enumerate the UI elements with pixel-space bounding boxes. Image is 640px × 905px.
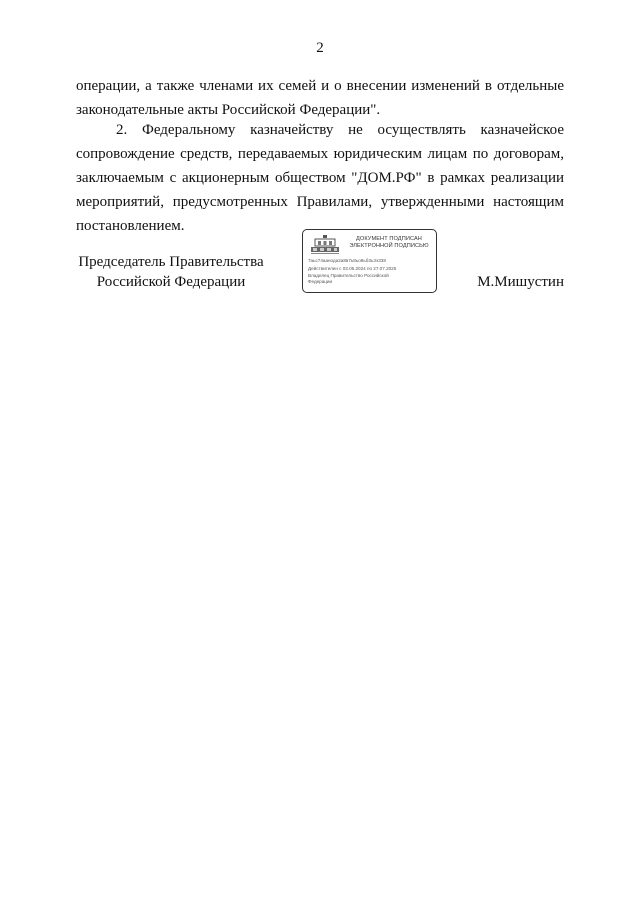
- stamp-header: [343, 236, 435, 250]
- signer-name: М.Мишустин: [477, 274, 564, 290]
- electronic-signature-stamp: [302, 229, 437, 293]
- stamp-owner-line-2: Федерации: [308, 279, 333, 284]
- stamp-certificate-number: 7аьс74аанода2а8в7ь8ьо9ьб3ь3э338: [308, 258, 386, 263]
- signer-title-line-2: Российской Федерации: [96, 274, 246, 290]
- paragraph-continuation: операции, а также членами их семей и о внесении изменений в отдельные законодательные акты Российской Федерации".: [76, 78, 564, 118]
- stamp-validity: Действителен с 03.05.2024 по 27.07.2025: [308, 266, 397, 271]
- paragraph-item-2: 2. Федеральному казначейству не осуществлять казначейское сопровождение средств, передаваемых юридическим лицам по договорам, заключаемым с акционерным обществом "ДОМ.РФ" в рамках реализации мероприятий, предусмотренных Правилами, утвержденными настоящим постановлением.: [76, 122, 564, 234]
- page-number: 2: [316, 40, 324, 56]
- coat-of-arms-emblem-icon: [309, 234, 341, 256]
- stamp-owner-line-1: Владелец Правительство Российской: [308, 273, 389, 278]
- signer-title: [74, 252, 268, 292]
- stamp-header-line-2: ЭЛЕКТРОННОЙ ПОДПИСЬЮ: [349, 243, 429, 249]
- signer-title-line-1: Председатель Правительства: [78, 254, 264, 270]
- stamp-header-line-1: ДОКУМЕНТ ПОДПИСАН: [356, 236, 422, 242]
